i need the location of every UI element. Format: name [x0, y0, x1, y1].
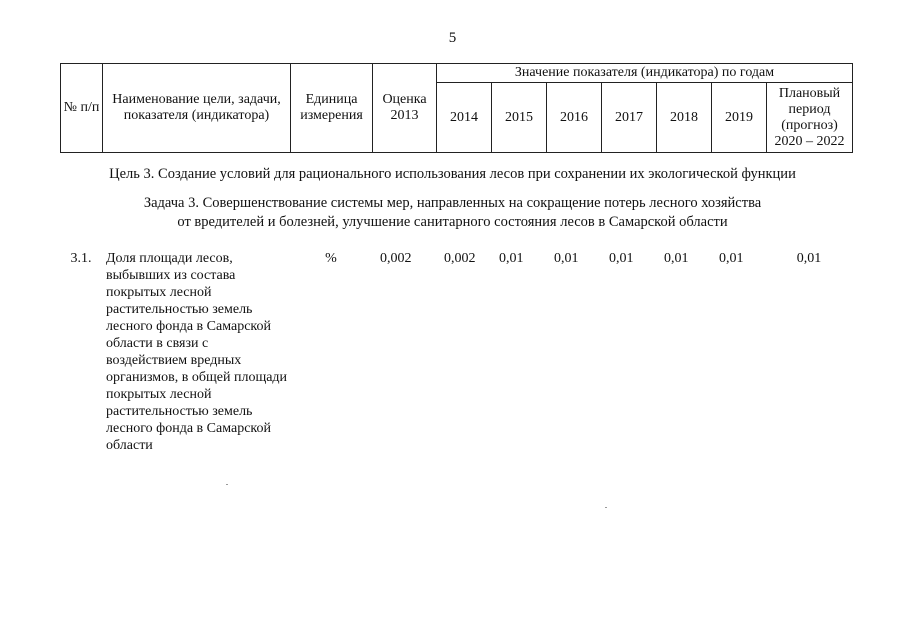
task-heading: [0, 194, 905, 232]
indicator-table-body: [60, 250, 852, 454]
row-plan: 0,01: [796, 251, 822, 266]
row-value: 0,01: [554, 251, 579, 266]
header-year: 2015: [492, 83, 547, 153]
header-year-group: Значение показателя (индикатора) по годам: [437, 64, 853, 83]
header-year: 2017: [602, 83, 657, 153]
indicator-row: [60, 250, 852, 454]
goal-heading: Цель 3. Создание условий для рационального использования лесов при сохранении их экологической функции: [109, 166, 796, 182]
header-estimate: Оценка 2013: [373, 64, 437, 153]
task-line: от вредителей и болезней, улучшение санитарного состояния лесов в Самарской области: [177, 214, 728, 230]
scan-speck: [605, 507, 607, 508]
row-value: 0,01: [664, 251, 689, 266]
task-line: Задача 3. Совершенствование системы мер, направленных на сокращение потерь лесного хозяйства: [143, 195, 762, 211]
row-estimate: 0,002: [380, 251, 412, 266]
row-unit: %: [325, 251, 337, 266]
row-number: 3.1.: [70, 251, 92, 266]
row-value: 0,01: [719, 251, 744, 266]
header-year: 2019: [712, 83, 767, 153]
scan-speck: [226, 484, 228, 485]
row-value: 0,01: [499, 251, 524, 266]
indicator-table-header: [60, 63, 853, 153]
header-year: 2014: [437, 83, 492, 153]
header-year: 2018: [657, 83, 712, 153]
header-unit: Единица измерения: [291, 64, 373, 153]
header-plan-period: Плановый период (прогноз) 2020 – 2022: [767, 83, 853, 153]
header-year: 2016: [547, 83, 602, 153]
row-value: 0,01: [609, 251, 634, 266]
row-value: 0,002: [444, 251, 476, 266]
page-number: 5: [448, 30, 457, 46]
header-name: Наименование цели, задачи, показателя (индикатора): [103, 64, 291, 153]
row-name: Доля площади лесов, выбывших из состава покрытых лесной растительностью земель лесного фонда в Самарской области в связи с воздействием вредных организмов, в общей площади покрытых лесной растительностью земель лесного фонда в Самарской области: [106, 251, 288, 453]
header-number: № п/п: [61, 64, 103, 153]
